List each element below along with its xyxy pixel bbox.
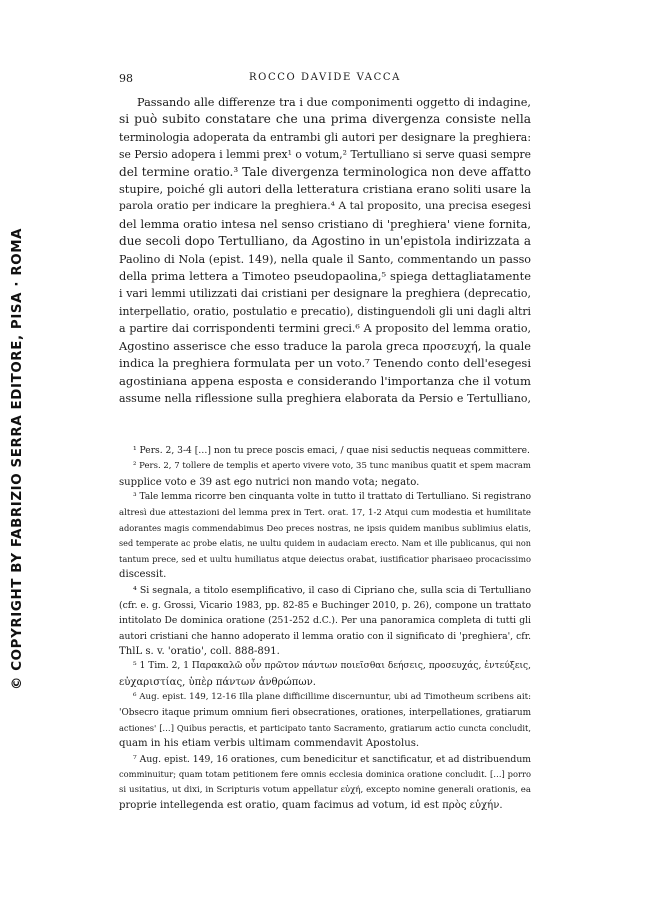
text-line: due secoli dopo Tertulliano, da Agostino in un'epistola indirizzata a: [119, 234, 531, 249]
text-line: agostiniana appena esposta e considerando l'importanza che il votum: [119, 373, 531, 388]
page-number: 98: [119, 72, 133, 85]
text-line: a partire dai corrispondenti termini greci.⁶ A proposito del lemma oratio,: [119, 322, 531, 336]
text-line: della prima lettera a Timoteo pseudopaolina,⁵ spiega dettagliatamente: [119, 269, 531, 284]
footnote-line: si usitatius, ut dixi, in Scripturis votum appellatur εὐχή, excepto nomine generali orationis, ea: [119, 784, 531, 795]
text-line: se Persio adopera i lemmi prex¹ o votum,² Tertulliano si serve quasi sempre: [119, 148, 531, 162]
footnote-line: adorantes magis commendabimus Deo preces nostras, ne ipsis quidem manibus sublimius elatis,: [119, 522, 531, 533]
footnote-line: supplice voto e 39 ast ego nutrici non mando vota; negato.: [119, 476, 420, 488]
page-header: [119, 72, 531, 88]
footnote-line: intitolato De dominica oratione (251-252 d.C.). Per una panoramica completa di tutti gli: [119, 615, 531, 627]
footnote-6: ⁶ Aug. epist. 149, 12-16 Illa plane difficillime discernuntur, ubi ad Timotheum scribens ait:: [133, 692, 531, 703]
running-head: ROCCO DAVIDE VACCA: [249, 72, 401, 83]
footnote-line: proprie intellegenda est oratio, quam facimus ad votum, id est πρὸς εὐχήν.: [119, 799, 503, 811]
footnote-line: altresì due attestazioni del lemma prex in Tert. orat. 17, 1-2 Atqui cum modestia et humilitate: [119, 507, 531, 518]
footnotes: [119, 444, 531, 813]
text-line: del lemma oratio intesa nel senso cristiano di 'preghiera' viene fornita,: [119, 216, 531, 231]
text-line: indica la preghiera formulata per un voto.⁷ Tenendo conto dell'esegesi: [119, 356, 531, 371]
text-line: stupire, poiché gli autori della letteratura cristiana erano soliti usare la: [119, 183, 531, 197]
footnote-line: sed temperate ac probe elatis, ne uultu quidem in audaciam erecto. Nam et ille publicanus, qui non: [119, 538, 531, 549]
copyright-notice: © COPYRIGHT BY FABRIZIO SERRA EDITORE, PISA · ROMA: [10, 227, 25, 690]
text-line: Paolino di Nola (epist. 149), nella quale il Santo, commentando un passo: [119, 252, 531, 266]
footnote-2: ² Pers. 2, 7 tollere de templis et aperto vivere voto, 35 tunc manibus quatit et spem macram: [133, 461, 531, 472]
text-line: assume nella riflessione sulla preghiera elaborata da Persio e Tertulliano,: [119, 391, 531, 405]
footnote-line: 'Obsecro itaque primum omnium fieri obsecrationes, orationes, interpellationes, gratiarum: [119, 707, 531, 718]
text-line: interpellatio, oratio, postulatio e precatio), distinguendoli gli uni dagli altri: [119, 304, 531, 318]
text-line: i vari lemmi utilizzati dai cristiani per designare la preghiera (deprecatio,: [119, 287, 531, 301]
text-line: Passando alle differenze tra i due componimenti oggetto di indagine,: [137, 96, 531, 109]
text-line: si può subito constatare che una prima divergenza consiste nella: [119, 112, 531, 127]
main-text: [119, 94, 531, 407]
footnote-line: εὐχαριστίας, ὑπὲρ πάντων ἀνθρώπων.: [119, 676, 316, 688]
footnote-line: ThlL s. v. 'oratio', coll. 888-891.: [119, 646, 280, 658]
footnote-4: ⁴ Si segnala, a titolo esemplificativo, il caso di Cipriano che, sulla scia di Tertulliano: [133, 584, 531, 596]
text-line: parola oratio per indicare la preghiera.⁴ A tal proposito, una precisa esegesi: [119, 200, 531, 213]
footnote-line: (cfr. e. g. Grossi, Vicario 1983, pp. 82-85 e Buchinger 2010, p. 26), compone un trattato: [119, 599, 531, 611]
text-line: terminologia adoperata da entrambi gli autori per designare la preghiera:: [119, 130, 531, 144]
footnote-1: ¹ Pers. 2, 3-4 […] non tu prece poscis emaci, / quae nisi seductis nequeas committere.: [133, 446, 530, 456]
footnote-line: actiones' […] Quibus peractis, et participato tanto Sacramento, gratiarum actio cuncta concludit,: [119, 723, 531, 734]
footnote-line: autori cristiani che hanno adoperato il lemma oratio con il significato di 'preghiera', cfr.: [119, 630, 531, 642]
text-line: Agostino asserisce che esso traduce la parola greca προσευχή, la quale: [119, 338, 531, 353]
footnote-5: ⁵ 1 Tim. 2, 1 Παρακαλῶ οὖν πρῶτον πάντων ποιεῖσθαι δεήσεις, προσευχάς, ἐντεύξεις,: [133, 661, 531, 672]
footnote-7: ⁷ Aug. epist. 149, 16 orationes, cum benedicitur et sanctificatur, et ad distribuendum: [133, 753, 531, 765]
footnote-line: discessit.: [119, 569, 167, 581]
footnote-line: tantum prece, sed et uultu humiliatus atque deiectus orabat, iustificatior pharisaeo procacissimo: [119, 553, 531, 564]
text-line: del termine oratio.³ Tale divergenza terminologica non deve affatto: [119, 164, 531, 179]
footnote-line: quam in his etiam verbis ultimam commendavit Apostolus.: [119, 738, 420, 750]
footnote-3: ³ Tale lemma ricorre ben cinquanta volte in tutto il trattato di Tertulliano. Si registrano: [133, 492, 531, 503]
footnote-line: comminuitur; quam totam petitionem fere omnis ecclesia dominica oratione concludit. […] porro: [119, 769, 531, 780]
